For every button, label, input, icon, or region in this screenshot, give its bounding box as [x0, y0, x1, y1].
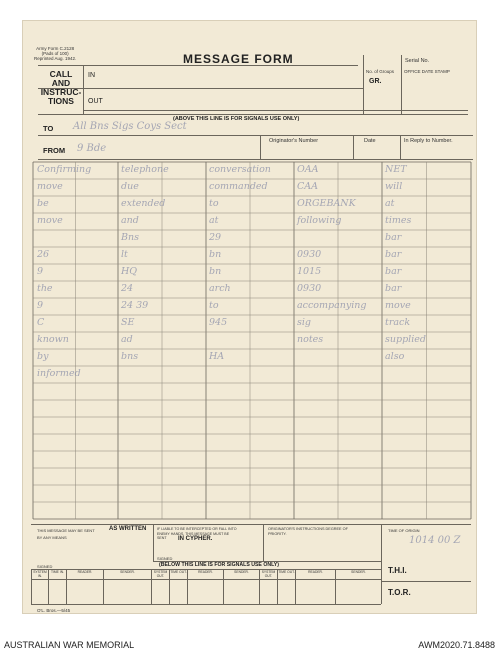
handwritten-word: conversation	[209, 164, 271, 175]
call-label-line: AND	[51, 78, 71, 88]
from-handwriting: 9 Bde	[77, 143, 107, 154]
serial-no-label: Serial No.	[405, 58, 430, 64]
tor-label: T.O.R.	[388, 588, 411, 597]
as-written-label: AS WRITTEN	[109, 526, 147, 532]
signed-left-label: SIGNED	[37, 564, 53, 569]
handwritten-word: informed	[37, 368, 81, 379]
rule	[31, 579, 381, 580]
handwritten-word: CAA	[297, 181, 318, 192]
handwritten-word: telephone	[121, 164, 169, 175]
signal-column-header: READER.	[198, 570, 213, 574]
signal-column-header: SENDER.	[120, 570, 135, 574]
signal-column-header: SYSTEM IN.	[33, 570, 47, 578]
signal-column-header: SENDER.	[234, 570, 249, 574]
handwritten-word: at	[209, 215, 219, 226]
handwritten-word: also	[385, 351, 405, 362]
handwritten-word: track	[385, 317, 411, 328]
handwritten-word: HA	[209, 351, 225, 362]
handwritten-word: 1015	[297, 266, 322, 277]
to-label: TO	[43, 124, 54, 133]
handwritten-word: due	[121, 181, 139, 192]
signal-column-header: TIME OUT.	[278, 570, 295, 574]
handwritten-word: 9	[37, 300, 44, 311]
handwritten-word: commanded	[209, 181, 268, 192]
call-label-line: CALL	[49, 69, 73, 79]
handwritten-word: times	[385, 215, 412, 226]
rule	[153, 524, 154, 561]
handwritten-word: 24	[121, 283, 134, 294]
handwritten-word: OAA	[297, 164, 319, 175]
date-label: Date	[364, 138, 376, 144]
signals-below-notice: (BELOW THIS LINE IS FOR SIGNALS USE ONLY)	[159, 562, 279, 568]
handwritten-word: bar	[385, 232, 402, 243]
signal-column-header: SYSTEM OUT.	[153, 570, 168, 578]
handwritten-word: 945	[209, 317, 228, 328]
printer-imprint: O'L. Bros.—5/45	[37, 608, 71, 613]
originators-instructions-label: ORIGINATOR'S INSTRUCTIONS DEGREE OF PRIORITY.	[268, 527, 348, 536]
handwritten-word: at	[385, 198, 395, 209]
may-be-sent-label: THIS MESSAGE MAY BE SENT	[37, 528, 95, 533]
handwritten-word: NET	[385, 164, 407, 175]
handwritten-word: 0930	[297, 249, 322, 260]
handwritten-word: move	[385, 300, 411, 311]
time-of-origin-handwriting: 1014 00 Z	[409, 535, 461, 546]
handwritten-word: to	[209, 198, 219, 209]
handwritten-word: bar	[385, 283, 402, 294]
rule	[381, 524, 382, 604]
footer-left: AUSTRALIAN WAR MEMORIAL	[4, 640, 135, 650]
handwritten-word: lt	[121, 249, 128, 260]
signal-column-header: TIME IN.	[50, 570, 64, 574]
handwritten-word: to	[209, 300, 219, 311]
handwritten-word: bar	[385, 249, 402, 260]
time-of-origin-label: TIME OF ORIGIN	[388, 528, 420, 533]
rule	[31, 524, 471, 525]
handwritten-word: SE	[121, 317, 135, 328]
thi-label: T.H.I.	[388, 566, 407, 575]
handwritten-word: will	[385, 181, 403, 192]
handwritten-word: 24 39	[121, 300, 149, 311]
rule	[381, 581, 471, 582]
handwritten-word: 9	[37, 266, 44, 277]
handwritten-word: ad	[121, 334, 133, 345]
handwritten-word: ORGEBANK	[297, 198, 356, 209]
from-label: FROM	[43, 146, 66, 155]
out-label: OUT	[88, 98, 103, 105]
gr-label: GR.	[369, 78, 382, 85]
handwritten-word: bar	[385, 266, 402, 277]
handwritten-word: supplied	[385, 334, 426, 345]
handwritten-word: the	[37, 283, 53, 294]
handwritten-word: following	[297, 215, 342, 226]
rule	[31, 604, 381, 605]
handwritten-word: 29	[209, 232, 222, 243]
in-label: IN	[88, 72, 95, 79]
handwritten-word: known	[37, 334, 69, 345]
form-meta-line: Reprinted Aug. 1942.	[34, 56, 77, 61]
handwritten-word: Bns	[121, 232, 139, 243]
in-cypher-label: IN CYPHER.	[178, 536, 213, 542]
signals-above-notice: (ABOVE THIS LINE IS FOR SIGNALS USE ONLY)	[173, 116, 300, 122]
handwritten-word: sig	[297, 317, 311, 328]
signal-column-header: SYSTEM OUT.	[261, 570, 276, 578]
to-handwriting: All Bns Sigs Coys Sect	[73, 121, 187, 132]
in-reply-to-number-label: In Reply to Number.	[404, 138, 453, 144]
handwritten-word: by	[37, 351, 49, 362]
handwritten-word: move	[37, 215, 63, 226]
handwritten-word: bn	[209, 266, 222, 277]
form-meta-line: (Pads of 100)	[41, 51, 69, 56]
message-form-paper	[22, 20, 477, 614]
handwritten-word: C	[37, 317, 45, 328]
signed-mid-label: SIGNED	[157, 556, 173, 561]
handwritten-word: and	[121, 215, 139, 226]
signal-column-header: READER.	[308, 570, 323, 574]
handwritten-word: 26	[37, 249, 50, 260]
handwritten-word: arch	[209, 283, 231, 294]
handwritten-word: 0930	[297, 283, 322, 294]
signal-column-header: SENDER.	[351, 570, 366, 574]
handwritten-word: accompanying	[297, 300, 367, 311]
handwritten-word: HQ	[121, 266, 138, 277]
handwritten-word: notes	[297, 334, 324, 345]
if-liable-notice: IF LIABLE TO BE INTERCEPTED OR FALL INTO ENEMY HANDS, THIS MESSAGE MUST BE SENT	[157, 527, 237, 540]
handwritten-word: bn	[209, 249, 222, 260]
signal-column-header: TIME OUT.	[170, 570, 187, 574]
handwritten-word: extended	[121, 198, 166, 209]
rule	[263, 524, 264, 561]
handwritten-word: be	[37, 198, 49, 209]
signal-column-header: READER.	[77, 570, 93, 574]
handwritten-word: bns	[121, 351, 139, 362]
originators-number-label: Originator's Number	[269, 138, 319, 144]
office-date-stamp-label: OFFICE DATE STAMP	[404, 69, 450, 74]
by-any-means-label: BY ANY MEANS	[37, 535, 67, 540]
call-label-line: TIONS	[48, 96, 74, 106]
handwritten-word: move	[37, 181, 63, 192]
form-meta-line: Army Form C.2128	[36, 46, 75, 51]
call-label-line: INSTRUC-	[40, 87, 82, 97]
footer-right: AWM2020.71.8488	[418, 640, 495, 650]
no-of-groups-label: No. of Groups	[366, 69, 395, 74]
form-title: MESSAGE FORM	[183, 52, 294, 66]
handwritten-word: Confirming	[37, 164, 92, 175]
